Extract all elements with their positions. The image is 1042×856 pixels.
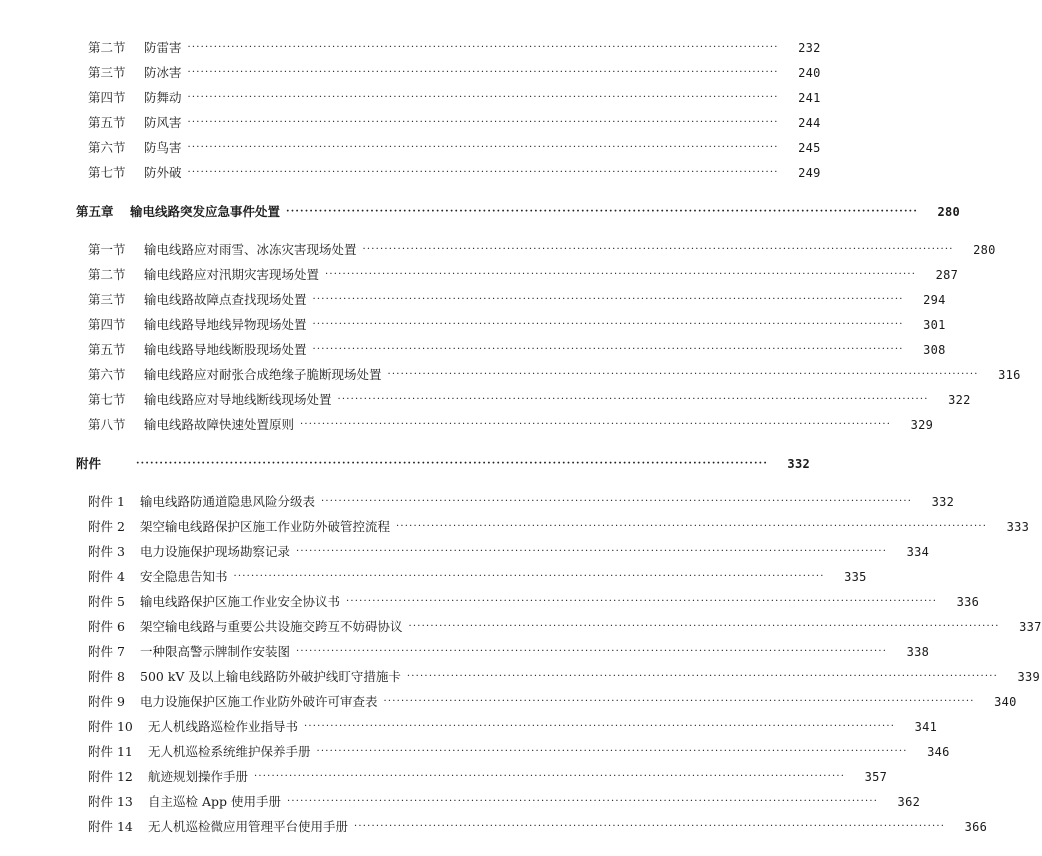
toc-section-row xyxy=(0,88,821,108)
toc-entry-label: 第八节 xyxy=(88,417,126,432)
toc-entry-title: 输电线路故障点查找现场处置 xyxy=(144,292,307,307)
toc-appendix-row xyxy=(0,642,930,662)
toc-entry-label: 第四节 xyxy=(88,317,126,332)
toc-appendix-row xyxy=(0,792,921,812)
toc-page-number: 346 xyxy=(927,745,950,759)
toc-entry-title: 无人机巡检系统维护保养手册 xyxy=(148,744,311,759)
dot-leader: ······································································································································· xyxy=(187,42,779,53)
toc-section-row xyxy=(0,38,821,58)
toc-section-row xyxy=(0,265,959,285)
toc-section-row xyxy=(0,240,996,260)
toc-entry-title: 输电线路保护区施工作业安全协议书 xyxy=(140,594,341,609)
toc-entry-title: 自主巡检 App 使用手册 xyxy=(148,794,281,809)
toc-appendix-row xyxy=(0,767,888,787)
toc-entry-title: 航迹规划操作手册 xyxy=(148,769,249,784)
toc-entry-title: 防舞动 xyxy=(144,90,182,105)
dot-leader: ······································································································································· xyxy=(187,167,779,178)
toc-entry-label: 附件 8 xyxy=(88,669,125,684)
toc-section-row xyxy=(0,290,946,310)
toc-page-number: 322 xyxy=(948,393,971,407)
toc-page-number: 232 xyxy=(798,41,821,55)
toc-appendix-row xyxy=(0,817,988,837)
dot-leader: ······································································································································· xyxy=(354,821,946,832)
dot-leader: ······································································································································· xyxy=(387,369,979,380)
dot-leader: ······································································································································· xyxy=(362,244,954,255)
toc-page-number: 332 xyxy=(931,495,955,509)
toc-page-number: 366 xyxy=(964,820,988,834)
toc-entry-label: 第三节 xyxy=(88,292,126,307)
toc-section-row xyxy=(0,315,946,335)
toc-entry-label: 第七节 xyxy=(88,165,126,180)
dot-leader: ······································································································································· xyxy=(406,671,999,682)
toc-entry-label: 附件 4 xyxy=(88,569,125,584)
toc-appendix-row xyxy=(0,492,955,512)
toc-page-number: 280 xyxy=(973,243,996,257)
toc-section-row xyxy=(0,340,946,360)
toc-page-number: 340 xyxy=(994,695,1017,709)
toc-page-number: 280 xyxy=(937,205,961,219)
toc-page-number: 336 xyxy=(956,595,980,609)
dot-leader: ······································································································································· xyxy=(187,92,779,103)
toc-chapter-row xyxy=(0,202,961,222)
dot-leader: ······································································································································· xyxy=(346,596,938,607)
toc-entry-label: 附件 3 xyxy=(88,544,125,559)
toc-entry-title: 防鸟害 xyxy=(144,140,182,155)
toc-page-number: 362 xyxy=(897,795,921,809)
dot-leader: ······································································································································· xyxy=(312,319,904,330)
toc-page-number: 287 xyxy=(935,268,959,282)
toc-page-number: 316 xyxy=(998,368,1021,382)
dot-leader: ······································································································································· xyxy=(233,571,825,582)
dot-leader: ······································································································································· xyxy=(136,458,768,469)
toc-entry-label: 附件 1 xyxy=(88,494,125,509)
toc-entry-label: 第二节 xyxy=(88,267,126,282)
toc-section-row xyxy=(0,415,934,435)
toc-entry-title: 一种限高警示牌制作安装图 xyxy=(140,644,291,659)
toc-section-row xyxy=(0,138,821,158)
toc-entry-title: 输电线路应对雨雪、冰冻灾害现场处置 xyxy=(144,242,357,257)
toc-entry-label: 附件 9 xyxy=(88,694,125,709)
toc-entry-label: 第三节 xyxy=(88,65,126,80)
toc-page-number: 332 xyxy=(787,457,810,471)
toc-entry-title: 输电线路故障快速处置原则 xyxy=(144,417,295,432)
toc-entry-title: 输电线路导地线异物现场处置 xyxy=(144,317,307,332)
toc-entry-title: 电力设施保护现场勘察记录 xyxy=(140,544,291,559)
toc-page-number: 338 xyxy=(906,645,930,659)
toc-page-number: 308 xyxy=(923,343,946,357)
dot-leader: ······································································································································· xyxy=(296,546,888,557)
toc-entry-label: 第二节 xyxy=(88,40,126,55)
toc-page-number: 245 xyxy=(798,141,821,155)
toc-page-number: 339 xyxy=(1017,670,1041,684)
dot-leader: ······································································································································· xyxy=(286,206,919,217)
toc-entry-title: 安全隐患告知书 xyxy=(140,569,228,584)
toc-page-number: 337 xyxy=(1019,620,1042,634)
toc-chapter-row xyxy=(0,454,810,474)
toc-entry-title: 输电线路导地线断股现场处置 xyxy=(144,342,307,357)
toc-page-number: 249 xyxy=(798,166,821,180)
dot-leader: ······································································································································· xyxy=(316,746,908,757)
toc-page-number: 333 xyxy=(1006,520,1030,534)
toc-section-row xyxy=(0,113,821,133)
toc-page-number: 240 xyxy=(798,66,821,80)
toc-entry-label: 附件 12 xyxy=(88,769,133,784)
toc-appendix-row xyxy=(0,692,1017,712)
toc-entry-title: 输电线路应对汛期灾害现场处置 xyxy=(144,267,320,282)
dot-leader: ······································································································································· xyxy=(187,67,779,78)
toc-entry-label: 附件 10 xyxy=(88,719,133,734)
toc-entry-label: 第六节 xyxy=(88,367,126,382)
toc-entry-title: 输电线路应对导地线断线现场处置 xyxy=(144,392,332,407)
toc-entry-label: 附件 11 xyxy=(88,744,133,759)
toc-entry-title: 无人机线路巡检作业指导书 xyxy=(148,719,299,734)
dot-leader: ······································································································································· xyxy=(286,796,879,807)
toc-page-number: 241 xyxy=(798,91,821,105)
toc-appendix-row xyxy=(0,717,938,737)
toc-appendix-row xyxy=(0,517,1030,537)
dot-leader: ······································································································································· xyxy=(337,394,929,405)
toc-page-number: 341 xyxy=(914,720,938,734)
dot-leader: ······································································································································· xyxy=(312,344,904,355)
toc-entry-label: 第六节 xyxy=(88,140,126,155)
toc-appendix-row xyxy=(0,567,867,587)
dot-leader: ······································································································································· xyxy=(300,419,892,430)
toc-appendix-row xyxy=(0,542,930,562)
dot-leader: ······································································································································· xyxy=(187,142,779,153)
toc-entry-title: 电力设施保护区施工作业防外破许可审查表 xyxy=(140,694,378,709)
toc-entry-label: 第五节 xyxy=(88,342,126,357)
toc-page-number: 294 xyxy=(923,293,946,307)
dot-leader: ······································································································································· xyxy=(254,771,846,782)
toc-appendix-row xyxy=(0,592,980,612)
toc-entry-label: 附件 xyxy=(76,456,102,471)
toc-appendix-row xyxy=(0,667,1041,687)
toc-entry-label: 第四节 xyxy=(88,90,126,105)
toc-page-number: 301 xyxy=(923,318,946,332)
toc-entry-label: 附件 2 xyxy=(88,519,125,534)
toc-entry-title: 无人机巡检微应用管理平台使用手册 xyxy=(148,819,349,834)
toc-entry-title: 防外破 xyxy=(144,165,182,180)
toc-entry-label: 附件 14 xyxy=(88,819,133,834)
toc-section-row xyxy=(0,163,821,183)
toc-entry-title: 输电线路应对耐张合成绝缘子脆断现场处置 xyxy=(144,367,382,382)
toc-page-number: 335 xyxy=(844,570,867,584)
toc-entry-label: 第五章 xyxy=(76,204,114,219)
toc-entry-title: 架空输电线路与重要公共设施交跨互不妨碍协议 xyxy=(140,619,403,634)
dot-leader: ······································································································································· xyxy=(296,646,888,657)
dot-leader: ······································································································································· xyxy=(312,294,904,305)
toc-page-number: 244 xyxy=(798,116,821,130)
toc-section-row xyxy=(0,390,971,410)
toc-entry-title: 防风害 xyxy=(144,115,182,130)
dot-leader: ······································································································································· xyxy=(187,117,779,128)
toc-page-number: 334 xyxy=(906,545,930,559)
dot-leader: ······································································································································· xyxy=(396,521,988,532)
toc-entry-title: 防雷害 xyxy=(144,40,182,55)
toc-entry-label: 附件 6 xyxy=(88,619,125,634)
toc-appendix-row xyxy=(0,742,950,762)
dot-leader: ······································································································································· xyxy=(325,269,917,280)
toc-entry-title: 防冰害 xyxy=(144,65,182,80)
dot-leader: ······································································································································· xyxy=(304,721,896,732)
toc-entry-title: 500 kV 及以上输电线路防外破护线盯守措施卡 xyxy=(140,669,401,684)
toc-page-number: 329 xyxy=(910,418,934,432)
toc-section-row xyxy=(0,63,821,83)
toc-page-number: 357 xyxy=(864,770,888,784)
toc-entry-title: 输电线路防通道隐患风险分级表 xyxy=(140,494,316,509)
toc-entry-label: 第一节 xyxy=(88,242,126,257)
toc-entry-label: 第七节 xyxy=(88,392,126,407)
dot-leader: ······································································································································· xyxy=(383,696,975,707)
toc-appendix-row xyxy=(0,617,1042,637)
toc-entry-label: 第五节 xyxy=(88,115,126,130)
dot-leader: ······································································································································· xyxy=(321,496,913,507)
toc-entry-title: 输电线路突发应急事件处置 xyxy=(130,204,281,219)
toc-entry-label: 附件 13 xyxy=(88,794,133,809)
toc-entry-label: 附件 7 xyxy=(88,644,125,659)
dot-leader: ······································································································································· xyxy=(408,621,1000,632)
toc-entry-label: 附件 5 xyxy=(88,594,125,609)
toc-entry-title: 架空输电线路保护区施工作业防外破管控流程 xyxy=(140,519,391,534)
toc-section-row xyxy=(0,365,1021,385)
